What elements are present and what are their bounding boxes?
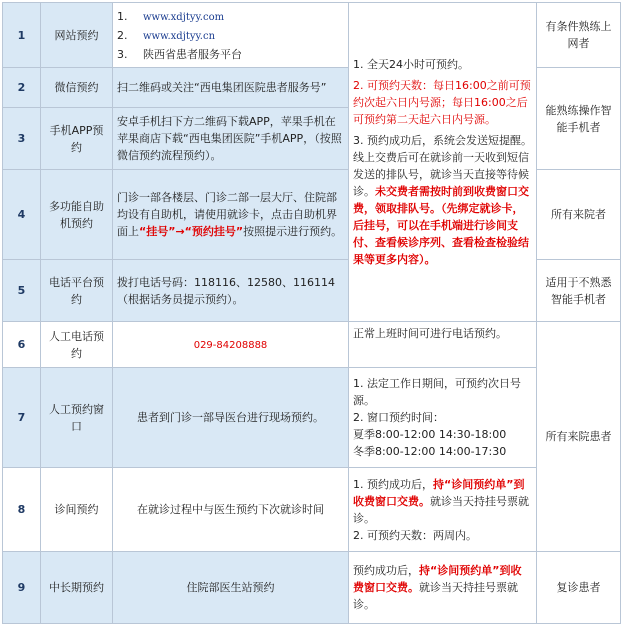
- method-name: 手机APP预约: [41, 108, 113, 170]
- website-link[interactable]: www.xdjtyy.com: [143, 11, 225, 23]
- row-number: 5: [3, 260, 41, 322]
- method-name: 多功能自助机预约: [41, 170, 113, 260]
- row-number: 4: [3, 170, 41, 260]
- method-name: 电话平台预约: [41, 260, 113, 322]
- website-link[interactable]: www.xdjtyy.cn: [143, 30, 216, 42]
- method-description: 住院部医生站预约: [113, 552, 349, 624]
- appointment-methods-table: [2, 2, 621, 624]
- platform-name: 陕西省患者服务平台: [143, 47, 242, 61]
- note-phone-hours: 正常上班时间可进行电话预约。: [349, 322, 537, 368]
- row-number: 3: [3, 108, 41, 170]
- method-name: 网站预约: [41, 3, 113, 68]
- audience-internet: 有条件熟练上网者: [537, 3, 621, 68]
- notes-online-methods: [349, 3, 537, 322]
- register-menu-path: “挂号”→“预约挂号”: [139, 225, 244, 238]
- table-row: [3, 368, 621, 468]
- row-number: 2: [3, 68, 41, 108]
- method-name: 微信预约: [41, 68, 113, 108]
- method-description: 在就诊过程中与医生预约下次就诊时间: [113, 468, 349, 552]
- notes-long-term: 预约成功后，持“诊间预约单”到收费窗口交费。就诊当天持挂号票就诊。: [349, 552, 537, 624]
- audience-all-patients: 所有来院患者: [537, 322, 621, 552]
- list-item: 2. www.xdjtyy.cn: [117, 28, 216, 42]
- list-item: 3. 陕西省患者服务平台: [117, 47, 242, 61]
- table-row: [3, 322, 621, 368]
- note-success: 3. 预约成功后，系统会发送短提醒。线上交费后可在就诊前一天收到短信发送的排队号，就诊当天直接等待候诊。未交费者需按时前到收费窗口交费，领取排队号。（先绑定就诊卡，后挂号，可以在手机端进行诊间支付、查看候诊序列、查看检查检验结果等更多内容）。: [353, 134, 532, 266]
- method-name: 诊间预约: [41, 468, 113, 552]
- method-description: 患者到门诊一部导医台进行现场预约。: [113, 368, 349, 468]
- table-row: [3, 468, 621, 552]
- list-item: 1. www.xdjtyy.com: [117, 9, 225, 23]
- method-description: [113, 3, 349, 68]
- note-days: 2. 可预约天数：每日16:00之前可预约次起六日内号源；每日16:00之后可预约第二天起六日内号源。: [353, 79, 531, 126]
- audience-smartphone: 能熟练操作智能手机者: [537, 68, 621, 170]
- method-description: 拨打电话号码：118116、12580、116114（根据话务员提示预约）。: [113, 260, 349, 322]
- table-row: [3, 3, 621, 68]
- row-number: 6: [3, 322, 41, 368]
- phone-number[interactable]: 029-84208888: [193, 339, 268, 351]
- row-number: 8: [3, 468, 41, 552]
- method-description: [113, 322, 349, 368]
- row-number: 7: [3, 368, 41, 468]
- website-list: [117, 7, 344, 64]
- method-description: 扫二维码或关注“西电集团医院患者服务号”: [113, 68, 349, 108]
- note-24h: 1. 全天24小时可预约。: [353, 58, 469, 71]
- notes-window: 1. 法定工作日期间，可预约次日号源。 2. 窗口预约时间： 夏季8:00-12:00 14:30-18:00 冬季8:00-12:00 14:00-17:30: [349, 368, 537, 468]
- method-name: 中长期预约: [41, 552, 113, 624]
- method-description: 安卓手机扫下方二维码下载APP，苹果手机在苹果商店下载“西电集团医院”手机APP，（按照微信预约流程预约）。: [113, 108, 349, 170]
- row-number: 1: [3, 3, 41, 68]
- method-name: 人工电话预约: [41, 322, 113, 368]
- method-description: 门诊一部各楼层、门诊二部一层大厅、住院部均设有自助机，请使用就诊卡，点击自助机界面上“挂号”→“预约挂号”按照提示进行预约。: [113, 170, 349, 260]
- audience-return-patients: 复诊患者: [537, 552, 621, 624]
- row-number: 9: [3, 552, 41, 624]
- table-row: [3, 552, 621, 624]
- audience-non-smartphone: 适用于不熟悉智能手机者: [537, 260, 621, 322]
- notes-clinic: 1. 预约成功后，持“诊间预约单”到收费窗口交费。就诊当天持挂号票就诊。 2. 可预约天数：两周内。: [349, 468, 537, 552]
- method-name: 人工预约窗口: [41, 368, 113, 468]
- audience-all-visitors: 所有来院者: [537, 170, 621, 260]
